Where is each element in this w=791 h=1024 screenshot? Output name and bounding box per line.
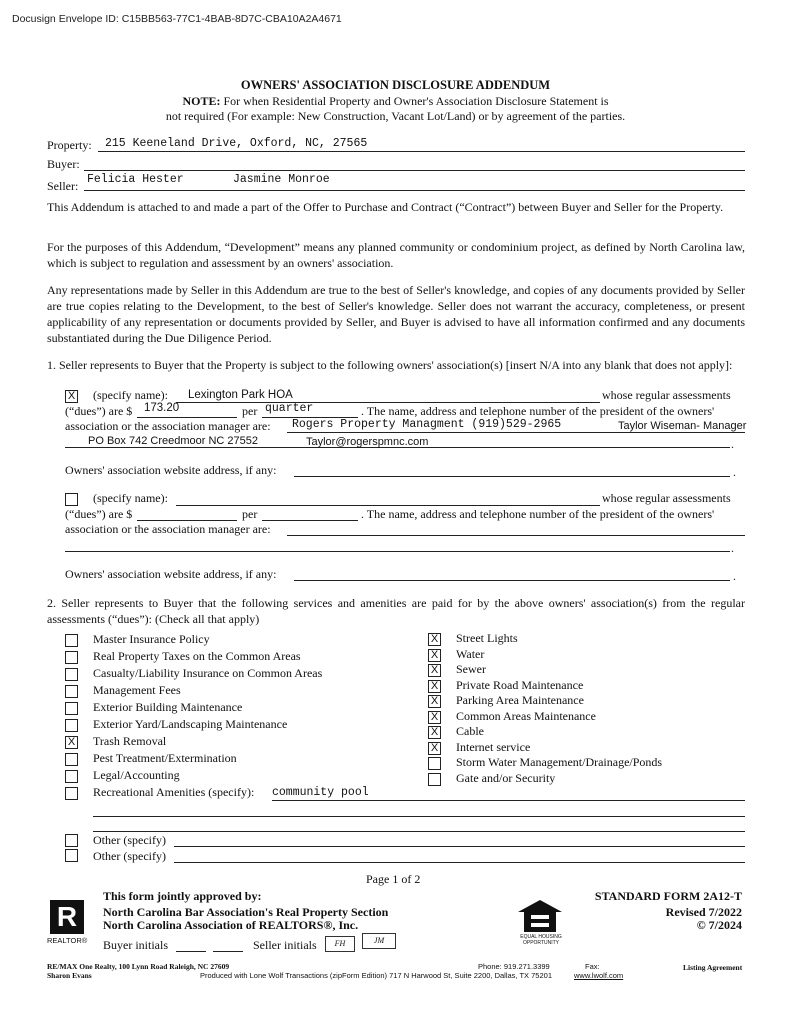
other-1-field[interactable] [174, 846, 745, 847]
recreational-line [272, 800, 745, 801]
listing-agreement: Listing Agreement [683, 963, 743, 972]
envelope-id: Docusign Envelope ID: C15BB563-77C1-4BAB-8D7C-CBA10A2A4671 [12, 13, 342, 25]
assoc-2-name-field[interactable] [176, 505, 600, 506]
right-amenity-label: Water [456, 646, 485, 661]
fax: Fax: [585, 962, 600, 971]
assoc-1-whose: whose regular assessments [602, 388, 731, 402]
seller-initials-1[interactable]: FH [325, 936, 355, 952]
note-line1: For when Residential Property and Owner's Association Disclosure Statement is [223, 94, 609, 108]
right-amenity-label: Cable [456, 724, 484, 738]
lwolf-link[interactable]: www.lwolf.com [574, 971, 624, 980]
left-amenity-checkbox[interactable] [65, 651, 78, 664]
right-amenity-checkbox[interactable]: X [428, 711, 441, 724]
agent-name: Sharon Evans [47, 971, 92, 980]
seller-line [84, 190, 745, 191]
assoc-1-checkbox[interactable]: X [65, 390, 78, 403]
assoc-2-checkbox[interactable] [65, 493, 78, 506]
revised-date: Revised 7/2022 [665, 905, 742, 919]
nc-realtors: North Carolina Association of REALTORS®, Inc. [103, 918, 359, 932]
assoc-1-president-text: . The name, address and telephone number of the president of the owners' [361, 404, 715, 418]
right-amenity-checkbox[interactable]: X [428, 664, 441, 677]
assoc-1-website-field[interactable] [294, 476, 730, 477]
assoc-1-website-period: . [733, 465, 736, 479]
assoc-1-address-period: . [731, 437, 734, 451]
right-amenity-label: Storm Water Management/Drainage/Ponds [456, 755, 663, 769]
approved-text: This form jointly approved by: [103, 889, 262, 903]
assoc-2-manager-field[interactable] [287, 535, 745, 536]
other-2-label: Other (specify) [93, 849, 166, 863]
left-amenity-checkbox[interactable]: X [65, 736, 78, 749]
left-amenity-checkbox[interactable] [65, 668, 78, 681]
left-amenity-label: Casualty/Liability Insurance on Common Areas [93, 666, 323, 680]
other-2-field[interactable] [174, 862, 745, 863]
recreational-extra-line-2[interactable] [93, 831, 745, 832]
page-number: Page 1 of 2 [366, 872, 421, 886]
right-amenity-checkbox[interactable]: X [428, 649, 441, 662]
left-amenity-checkbox[interactable] [65, 770, 78, 783]
right-amenity-label: Internet service [456, 739, 531, 754]
assoc-2-dues-label: (“dues”) are $ [65, 507, 133, 521]
assoc-1-dues-field[interactable]: 173.20 [144, 402, 180, 414]
left-amenity-label: Trash Removal [93, 734, 167, 748]
buyer-initials-2[interactable] [213, 951, 243, 952]
right-amenity-label: Private Road Maintenance [456, 677, 584, 692]
representations-paragraph: Any representations made by Seller in this Addendum are true to the best of Seller's knowledge, and copies of any documents provided by Seller are true copies relating to the Development, to the best of Seller's knowledge. Seller does not warrant the accuracy, completeness, or present applicability of any representation or documents provided by Seller, and Buyer is advised to have all information confirmed and any documents substantiated during the Due Diligence Period. [47, 283, 745, 345]
copyright: © 7/2024 [696, 918, 742, 932]
section-1: 1. Seller represents to Buyer that the Property is subject to the following owners' association(s) [insert N/A into any blank that does not apply]: [47, 358, 733, 372]
seller-label: Seller: [47, 179, 79, 193]
right-amenity-label: Sewer [456, 662, 486, 676]
right-amenity-checkbox[interactable]: X [428, 726, 441, 739]
left-amenity-label: Master Insurance Policy [93, 632, 210, 646]
seller-1-field[interactable]: Felicia Hester [87, 173, 184, 186]
page-title: OWNERS' ASSOCIATION DISCLOSURE ADDENDUM [240, 78, 551, 92]
other-1-label: Other (specify) [93, 833, 166, 847]
assoc-1-email-field[interactable]: Taylor@rogerspmnc.com [306, 436, 429, 448]
assoc-2-per-label: per [242, 507, 258, 521]
assoc-1-dues-label: (“dues”) are $ [65, 404, 133, 418]
assoc-1-manager-label: association or the association manager are: [65, 419, 271, 433]
equal-housing-text: EQUAL HOUSING OPPORTUNITY [520, 934, 562, 946]
right-amenity-label: Street Lights [456, 631, 518, 645]
buyer-initials-1[interactable] [176, 951, 206, 952]
left-amenity-label: Pest Treatment/Extermination [93, 751, 237, 765]
left-amenity-checkbox[interactable] [65, 753, 78, 766]
right-amenity-checkbox[interactable] [428, 773, 441, 786]
phone: Phone: 919.271.3399 [478, 962, 550, 971]
left-amenity-checkbox[interactable] [65, 719, 78, 732]
note-label: NOTE: [182, 94, 221, 108]
assoc-2-manager-label: association or the association manager are: [65, 522, 271, 536]
left-amenity-label: Legal/Accounting [93, 768, 180, 782]
assoc-2-dues-field[interactable] [137, 520, 237, 521]
right-amenity-checkbox[interactable]: X [428, 695, 441, 708]
other-2-checkbox[interactable] [65, 849, 78, 862]
assoc-1-manager-field[interactable]: Rogers Property Managment (919)529-2965 [292, 418, 562, 431]
left-amenity-label: Recreational Amenities (specify): [93, 785, 255, 799]
note [0, 94, 791, 124]
assoc-1-manager-name[interactable]: Taylor Wiseman- Manager [618, 420, 747, 432]
bar-association: North Carolina Bar Association's Real Property Section [103, 905, 389, 919]
buyer-label: Buyer: [47, 157, 80, 171]
recreational-extra-line-1[interactable] [93, 816, 745, 817]
right-amenity-checkbox[interactable]: X [428, 680, 441, 693]
property-label: Property: [47, 138, 92, 152]
right-amenity-label: Gate and/or Security [456, 770, 556, 785]
addendum-paragraph: This Addendum is attached to and made a part of the Offer to Purchase and Contract (“Contract”) between Buyer and Seller for the Property. [47, 200, 724, 214]
note-line2: not required (For example: New Construction, Vacant Lot/Land) or by agreement of the parties. [165, 109, 626, 123]
assoc-2-specify-label: (specify name): [93, 491, 168, 505]
assoc-2-website-period: . [733, 569, 736, 583]
right-amenity-label: Common Areas Maintenance [456, 708, 596, 723]
right-amenity-checkbox[interactable]: X [428, 742, 441, 755]
assoc-1-per-label: per [242, 404, 258, 418]
assoc-1-name-field[interactable]: Lexington Park HOA [188, 389, 293, 401]
assoc-2-website-label: Owners' association website address, if any: [65, 567, 277, 581]
standard-form: STANDARD FORM 2A12-T [594, 889, 742, 903]
right-amenity-checkbox[interactable]: X [428, 633, 441, 646]
assoc-2-address-period: . [731, 541, 734, 555]
left-amenity-checkbox[interactable] [65, 787, 78, 800]
property-field[interactable]: 215 Keeneland Drive, Oxford, NC, 27565 [105, 137, 368, 150]
development-paragraph: For the purposes of this Addendum, “Development” means any planned community or condominium project, as defined by North Carolina law, which is subject to regulation and assessment by an owners' association. [47, 240, 745, 270]
buyer-initials-label: Buyer initials [103, 938, 168, 952]
left-amenity-checkbox[interactable] [65, 685, 78, 698]
assoc-1-website-label: Owners' association website address, if any: [65, 463, 277, 477]
assoc-1-name-line [176, 402, 600, 403]
equal-housing-icon [516, 898, 564, 934]
brokerage: RE/MAX One Realty, 100 Lynn Road Raleigh, NC 27609 [47, 962, 230, 971]
left-amenity-checkbox[interactable] [65, 702, 78, 715]
recreational-field[interactable]: community pool [272, 786, 369, 799]
assoc-1-per-field[interactable]: quarter [265, 402, 314, 415]
buyer-field[interactable] [84, 170, 745, 171]
produced-with: Produced with Lone Wolf Transactions (zipForm Edition) 717 N Harwood St, Suite 2200, Dallas, TX 75201 [200, 971, 552, 980]
left-amenity-label: Exterior Building Maintenance [93, 700, 243, 714]
assoc-2-address-field[interactable] [65, 551, 730, 552]
assoc-1-specify-label: (specify name): [93, 388, 168, 402]
assoc-1-manager-line [287, 432, 745, 433]
assoc-2-per-field[interactable] [262, 520, 358, 521]
seller-initials-label: Seller initials [253, 938, 317, 952]
left-amenity-label: Real Property Taxes on the Common Areas [93, 649, 301, 663]
seller-2-field[interactable]: Jasmine Monroe [233, 173, 330, 186]
other-1-checkbox[interactable] [65, 834, 78, 847]
seller-initials-2[interactable]: JM [362, 933, 396, 949]
left-amenity-label: Exterior Yard/Landscaping Maintenance [93, 717, 288, 731]
assoc-1-address-field[interactable]: PO Box 742 Creedmoor NC 27552 [88, 435, 258, 447]
assoc-2-whose: whose regular assessments [602, 491, 731, 505]
realtor-word: REALTOR® [47, 936, 88, 945]
right-amenity-checkbox[interactable] [428, 757, 441, 770]
left-amenity-checkbox[interactable] [65, 634, 78, 647]
left-amenity-label: Management Fees [93, 683, 181, 697]
assoc-2-website-field[interactable] [294, 580, 730, 581]
assoc-2-president-text: . The name, address and telephone number of the president of the owners' [361, 507, 715, 521]
realtor-logo [50, 900, 84, 934]
assoc-1-dues-line [137, 417, 237, 418]
right-amenity-label: Parking Area Maintenance [456, 693, 584, 707]
realtor-logo-letter: R [56, 901, 78, 932]
section-2: 2. Seller represents to Buyer that the following services and amenities are paid for by the above owners' association(s) from the regular assessments (“dues”): (Check all that apply) [47, 596, 745, 626]
property-line [98, 151, 745, 152]
